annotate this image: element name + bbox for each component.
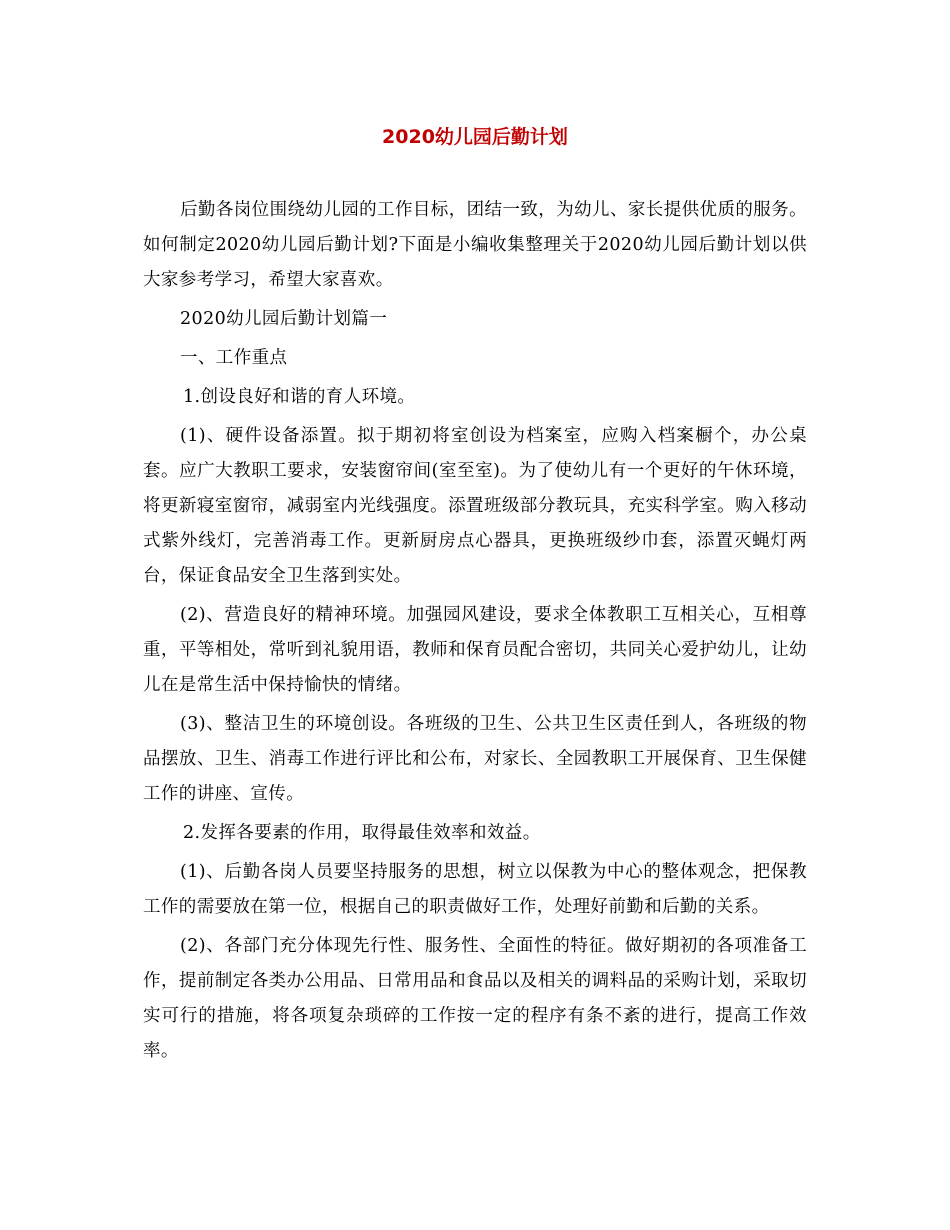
body-paragraph: (2)、营造良好的精神环境。加强园风建设，要求全体教职工互相关心，互相尊重，平等相处，常听到礼貌用语，教师和保育员配合密切，共同关心爱护幼儿，让幼儿在是常生活中保持愉快的情绪。 (143, 605, 807, 695)
item-heading: 2.发挥各要素的作用，取得最佳效率和效益。 (183, 823, 541, 843)
document-title: 2020幼儿园后勤计划 (382, 126, 568, 148)
intro-paragraph: 后勤各岗位围绕幼儿园的工作目标，团结一致，为幼儿、家长提供优质的服务。如何制定2020幼儿园后勤计划?下面是小编收集整理关于2020幼儿园后勤计划以供大家参考学习，希望大家喜欢。 (143, 200, 807, 290)
body-paragraph: (1)、后勤各岗人员要坚持服务的思想，树立以保教为中心的整体观念，把保教工作的需要放在第一位，根据自己的职责做好工作，处理好前勤和后勤的关系。 (143, 862, 807, 917)
subsection-heading: 一、工作重点 (180, 348, 288, 368)
body-paragraph: (3)、整洁卫生的环境创设。各班级的卫生、公共卫生区责任到人，各班级的物品摆放、卫生、消毒工作进行评比和公布，对家长、全园教职工开展保育、卫生保健工作的讲座、宣传。 (143, 714, 807, 804)
body-paragraph: (1)、硬件设备添置。拟于期初将室创设为档案室，应购入档案橱个，办公桌套。应广大教职工要求，安装窗帘间(室至室)。为了使幼儿有一个更好的午休环境，将更新寝室窗帘，减弱室内光线强度。添置班级部分教玩具，充实科学室。购入移动式紫外线灯，完善消毒工作。更新厨房点心器具，更换班级纱巾套，添置灭蝇灯两台，保证食品安全卫生落到实处。 (143, 426, 807, 586)
section-heading: 2020幼儿园后勤计划篇一 (180, 309, 388, 329)
body-paragraph: (2)、各部门充分体现先行性、服务性、全面性的特征。做好期初的各项准备工作，提前制定各类办公用品、日常用品和食品以及相关的调料品的采购计划，采取切实可行的措施，将各项复杂琐碎的工作按一定的程序有条不紊的进行，提高工作效率。 (143, 936, 807, 1061)
item-heading: 1.创设良好和谐的育人环境。 (183, 387, 416, 407)
document-body (143, 193, 807, 1073)
